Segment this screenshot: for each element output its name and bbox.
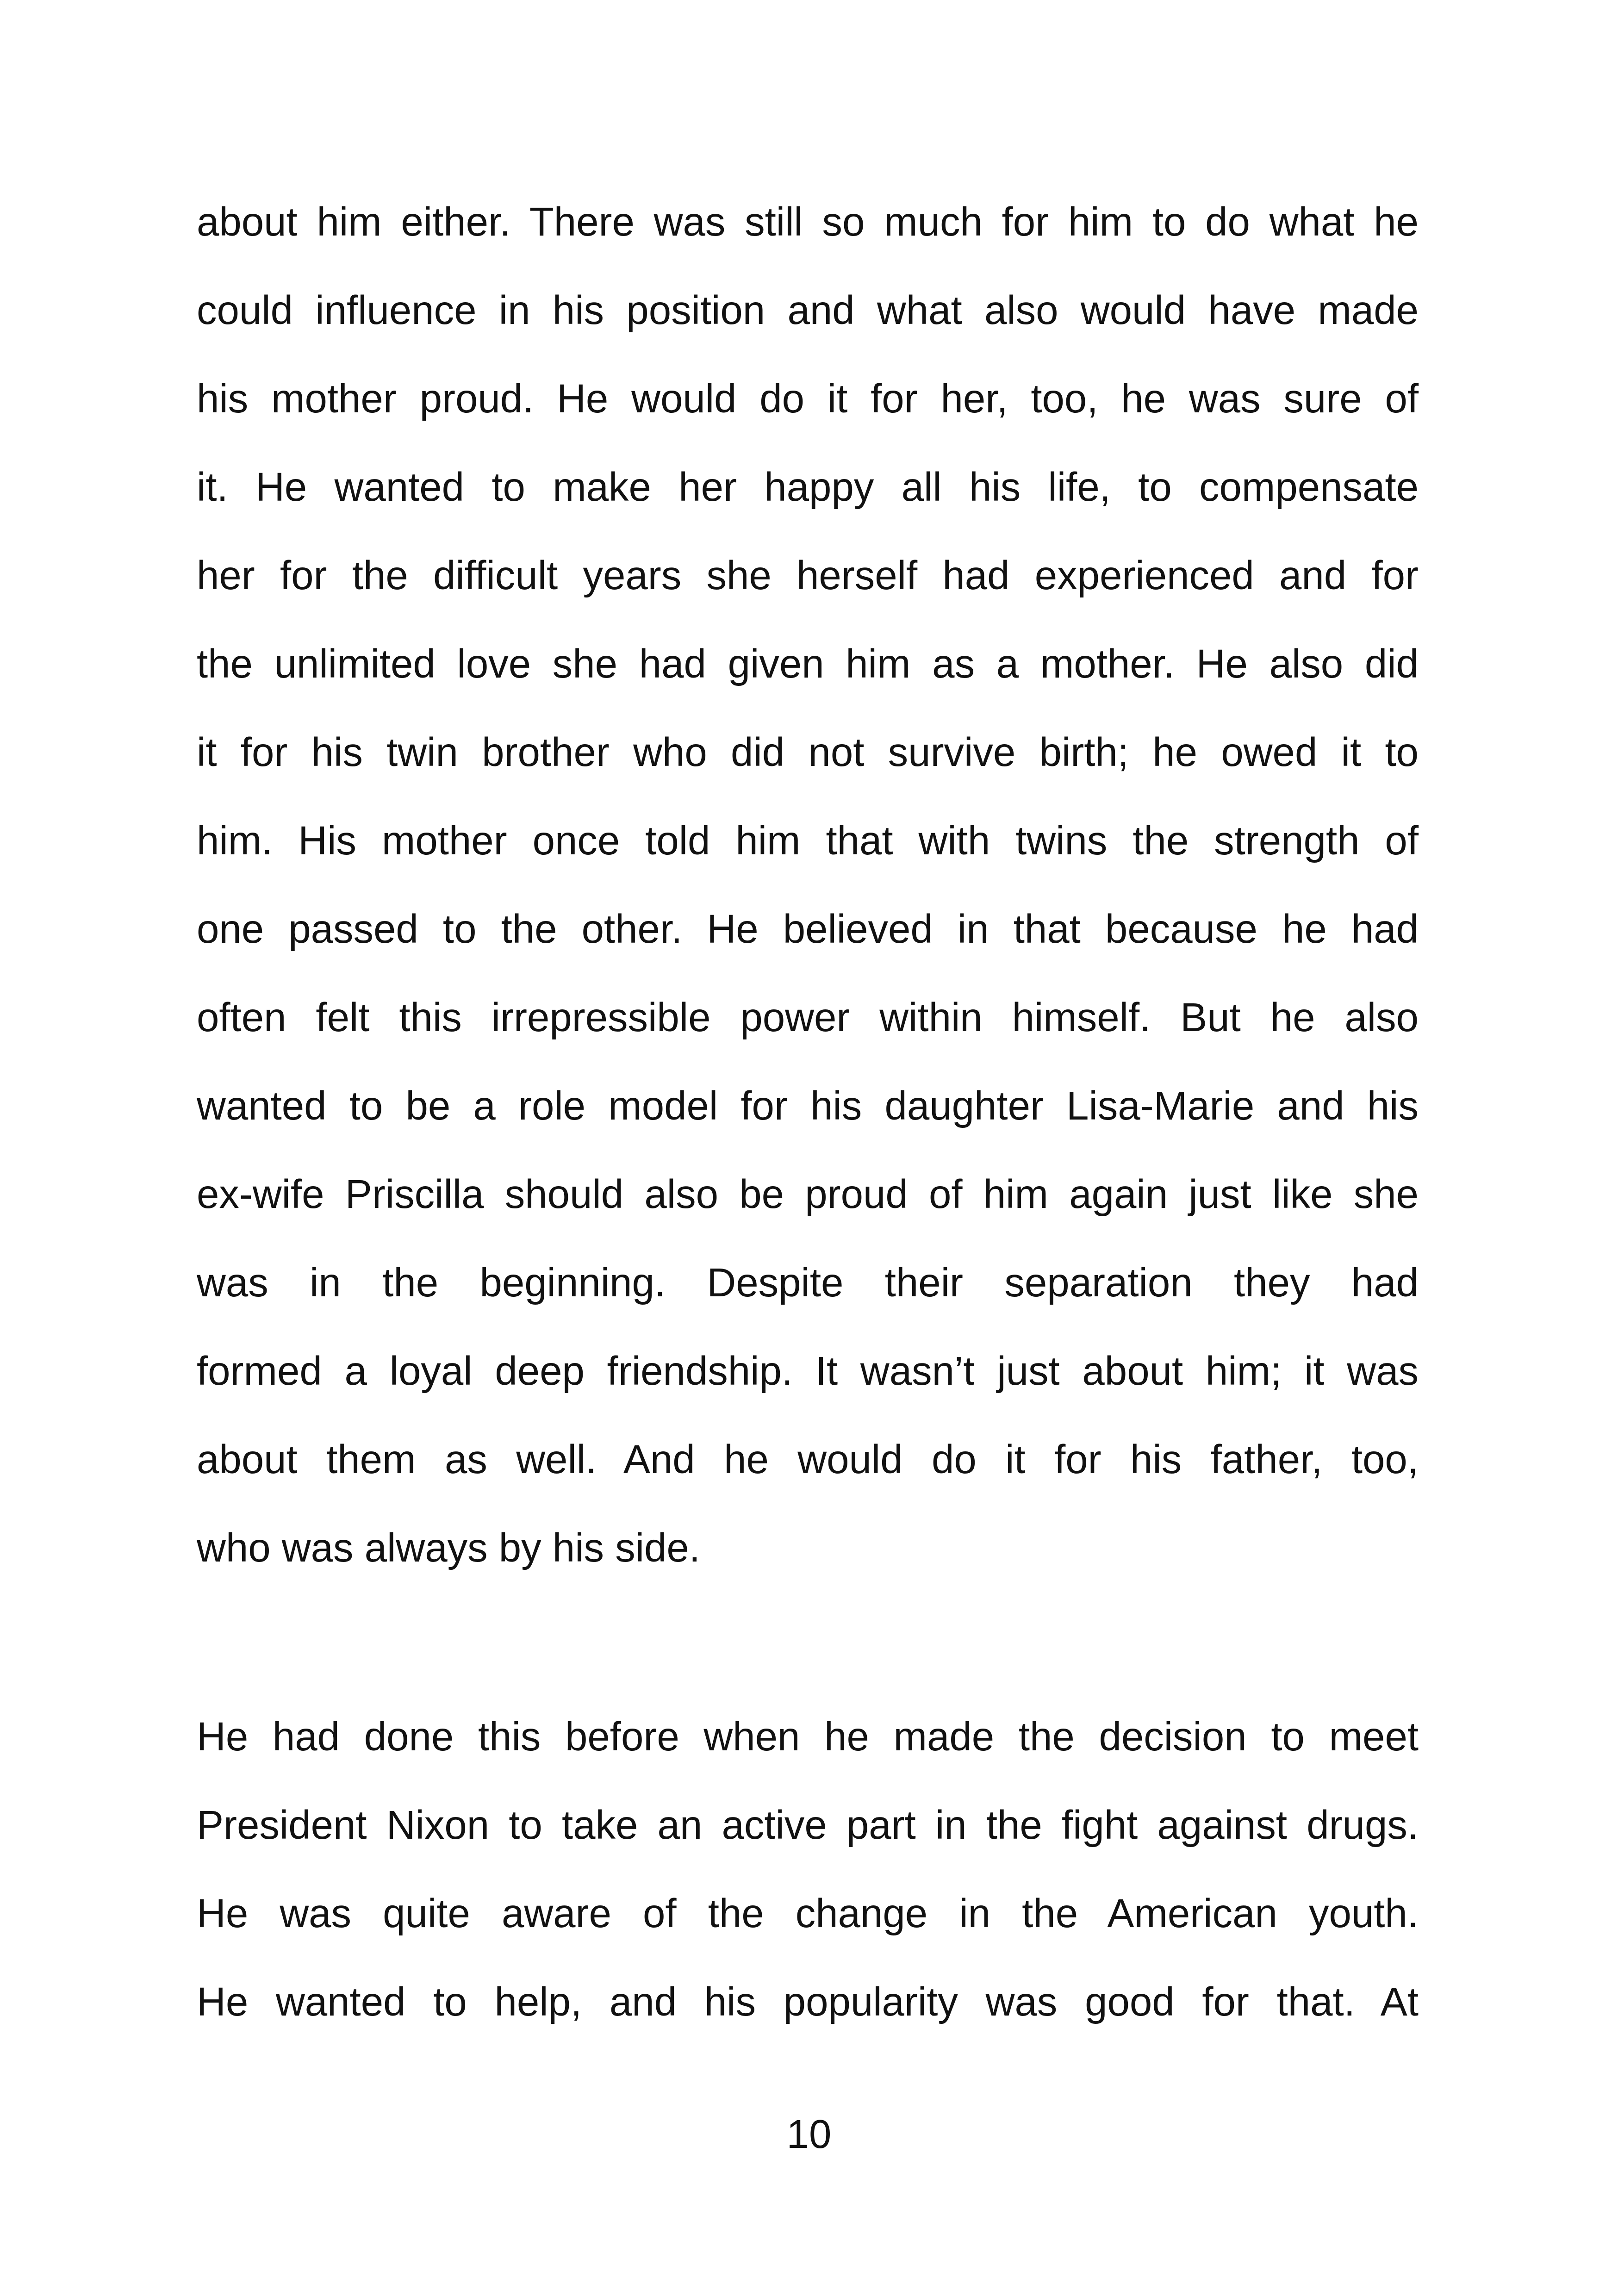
paragraph-1-line-5: her for the difficult years she herself had experienced and for: [197, 553, 1419, 598]
paragraph-1-line-3: his mother proud. He would do it for her, too, he was sure of: [197, 376, 1419, 421]
paragraph-1-line-12: ex-wife Priscilla should also be proud of him again just like she: [197, 1172, 1419, 1217]
paragraph-2-line-3: He was quite aware of the change in the American youth.: [197, 1891, 1419, 1936]
paragraph-1-line-16: who was always by his side.: [197, 1525, 700, 1570]
paragraph-1-line-14: formed a loyal deep friendship. It wasn’t just about him; it was: [197, 1349, 1419, 1394]
paragraph-1-line-8: him. His mother once told him that with twins the strength of: [197, 818, 1419, 863]
paragraph-1-line-10: often felt this irrepressible power within himself. But he also: [197, 995, 1419, 1040]
paragraph-1-line-9: one passed to the other. He believed in that because he had: [197, 907, 1419, 952]
paragraph-2-line-1: He had done this before when he made the decision to meet: [197, 1714, 1419, 1759]
paragraph-1-line-6: the unlimited love she had given him as a mother. He also did: [197, 641, 1419, 686]
paragraph-1-line-15: about them as well. And he would do it for his father, too,: [197, 1437, 1419, 1482]
paragraph-1-line-4: it. He wanted to make her happy all his life, to compensate: [197, 465, 1419, 510]
paragraph-1-line-13: was in the beginning. Despite their separation they had: [197, 1260, 1419, 1305]
paragraph-1-line-2: could influence in his position and what also would have made: [197, 288, 1419, 333]
paragraph-2-line-4: He wanted to help, and his popularity was good for that. At: [197, 1979, 1419, 2024]
page-number: 10: [786, 2112, 832, 2157]
paragraph-1-line-11: wanted to be a role model for his daughter Lisa-Marie and his: [197, 1083, 1419, 1128]
paragraph-1-line-1: about him either. There was still so much for him to do what he: [197, 199, 1419, 244]
paragraph-2-line-2: President Nixon to take an active part in the fight against drugs.: [197, 1803, 1419, 1848]
paragraph-1-line-7: it for his twin brother who did not survive birth; he owed it to: [197, 730, 1419, 775]
